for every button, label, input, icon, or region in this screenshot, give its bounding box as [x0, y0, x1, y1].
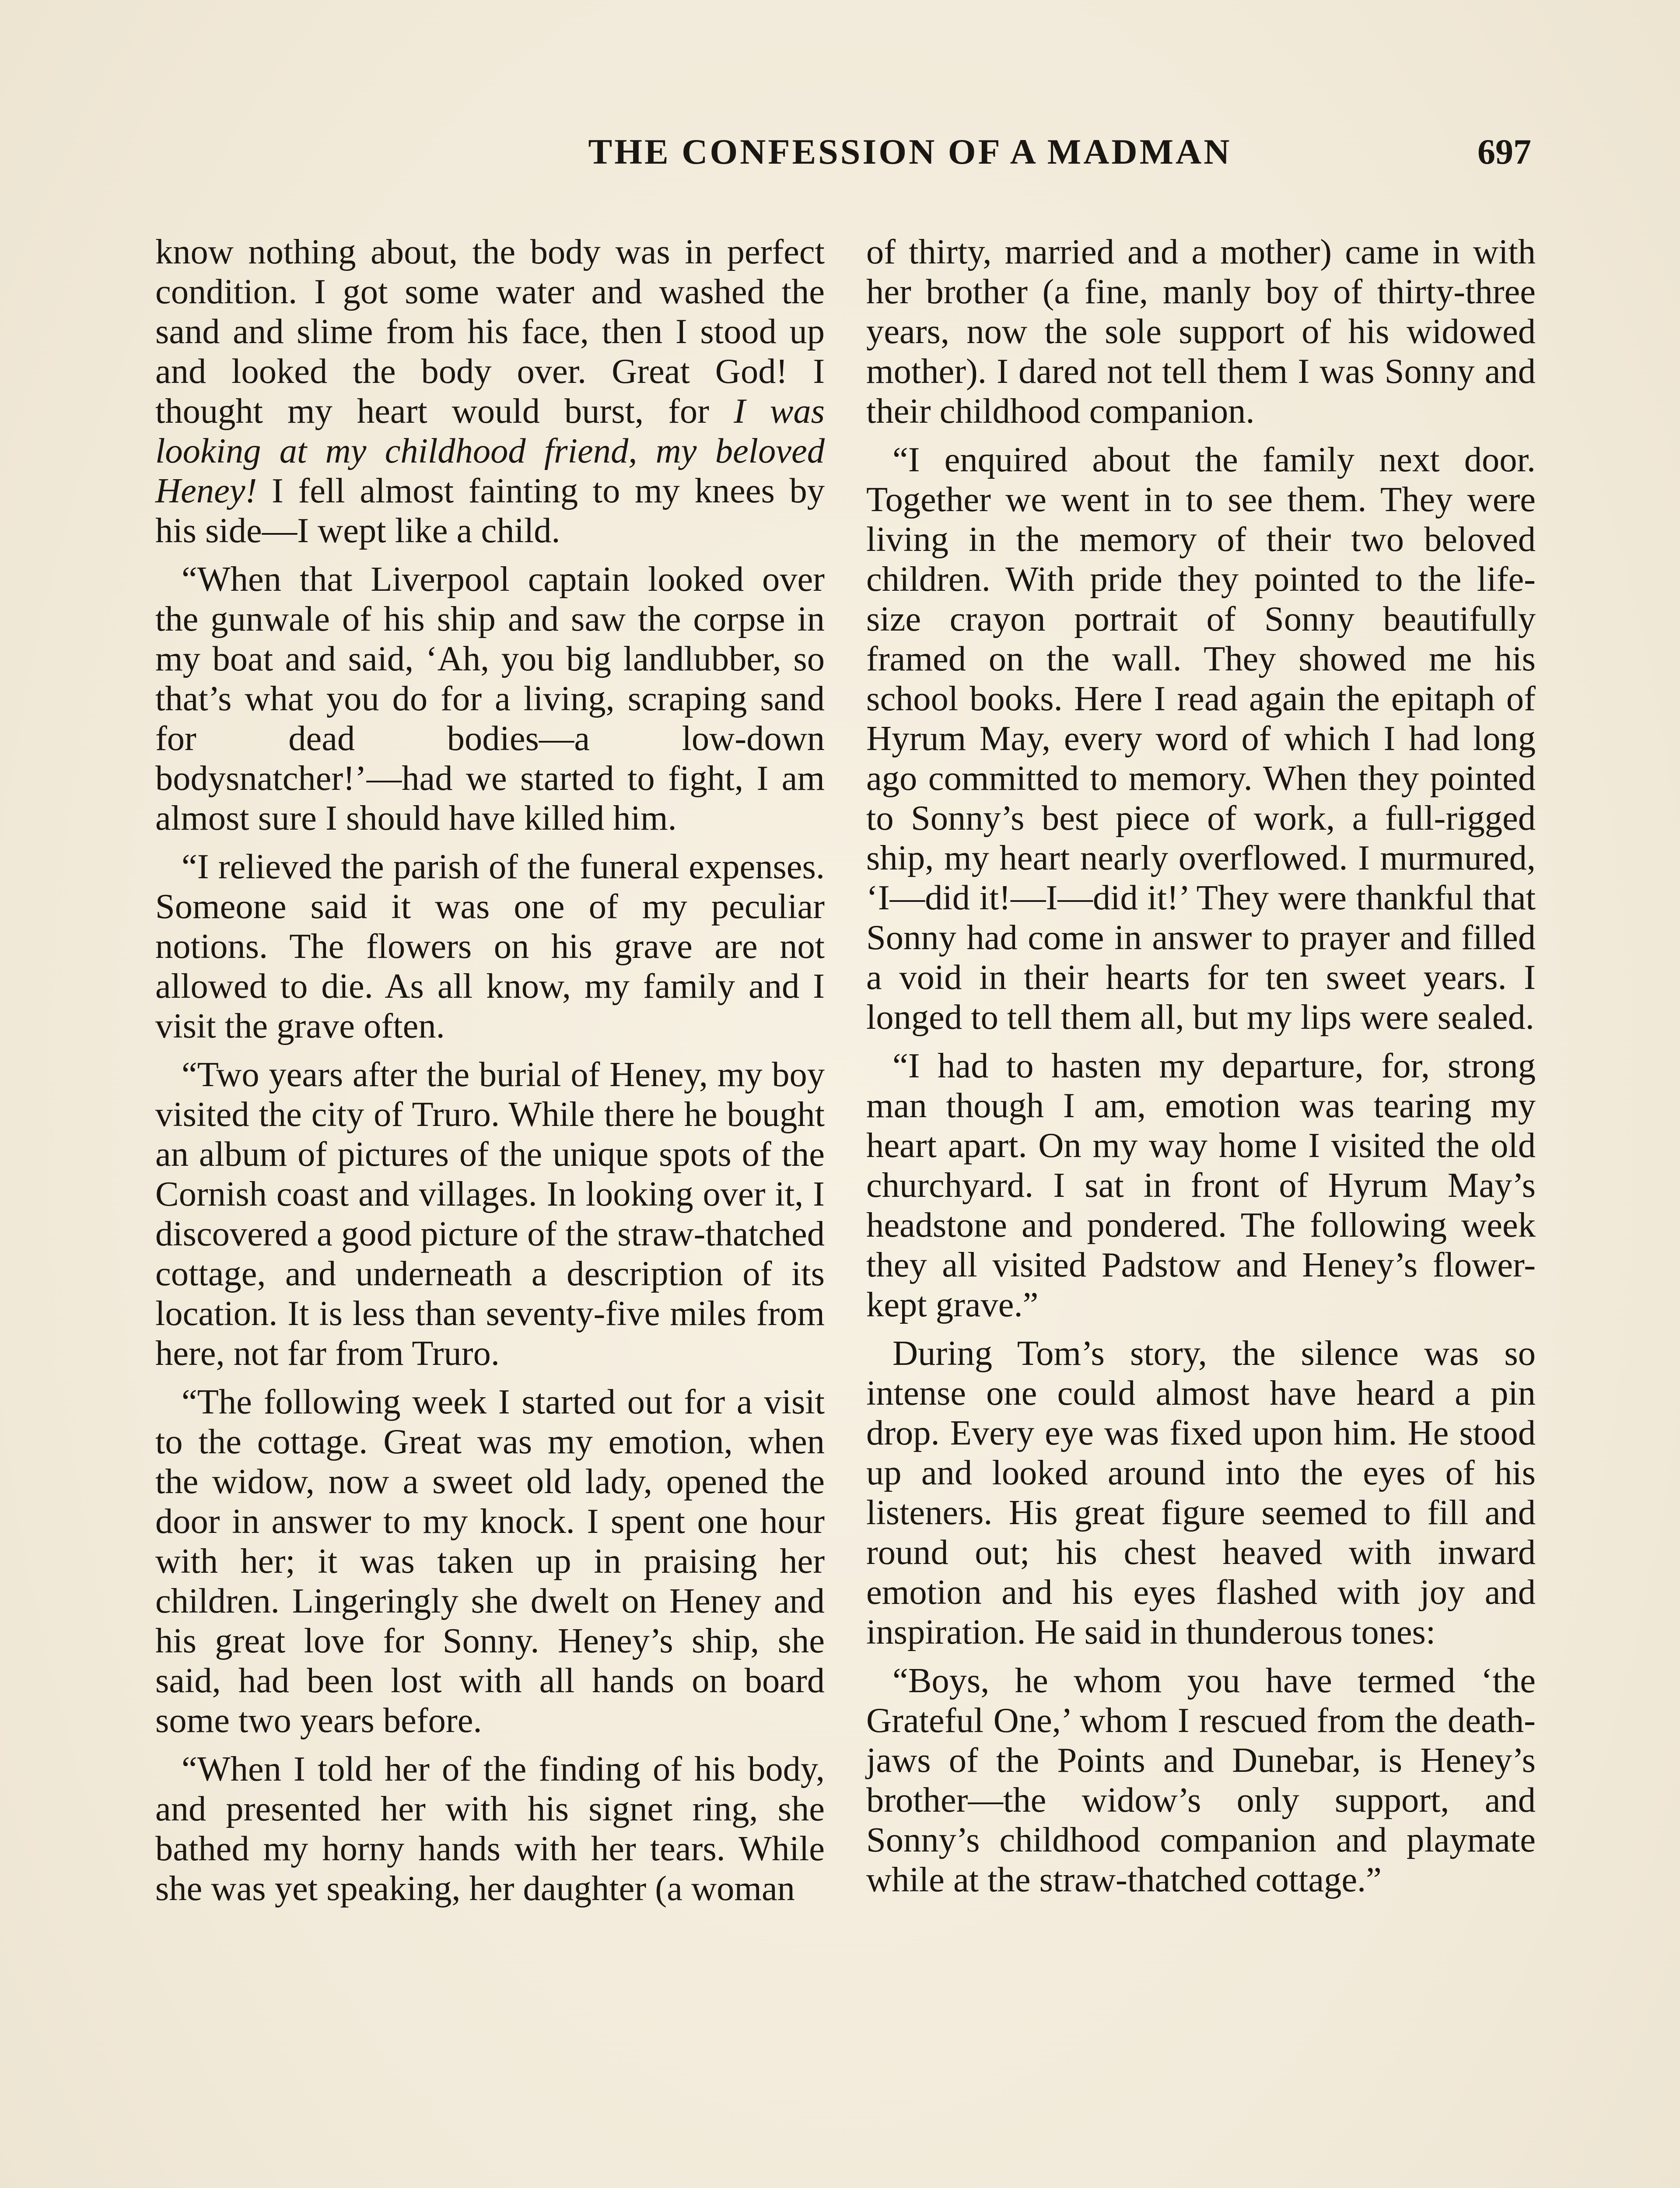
paragraph: “I enquired about the family next door. Together we went in to see them. They were living in the memory of their two beloved children. With pride they pointed to the life-size crayon portrait of Sonny beautifully framed on the wall. They showed me his school books. Here I read again the epitaph of Hyrum May, every word of which I had long ago committed to memory. When they pointed to Sonny’s best piece of work, a full-rigged ship, my heart nearly overflowed. I murmured, ‘I—did it!—I—did it!’ They were thankful that Sonny had come in answer to prayer and filled a void in their hearts for ten sweet years. I longed to tell them all, but my lips were sealed.	[866, 440, 1536, 1037]
page-header	[158, 131, 1531, 184]
paragraph: “Two years after the burial of Heney, my boy visited the city of Truro. While there he bought an album of pictures of the unique spots of the Cornish coast and villages. In looking over it, I discovered a good picture of the straw-thatched cottage, and underneath a description of its location. It is less than seventy-five miles from here, not far from Truro.	[155, 1055, 825, 1373]
paragraph: “Boys, he whom you have termed ‘the Grateful One,’ whom I rescued from the death-jaws of the Points and Dunebar, is Heney’s brother—the widow’s only support, and Sonny’s childhood companion and playmate while at the straw-thatched cottage.”	[866, 1661, 1536, 1899]
left-text-column	[155, 232, 825, 1917]
paragraph: “I relieved the parish of the funeral expenses. Someone said it was one of my peculiar notions. The flowers on his grave are not allowed to die. As all know, my family and I visit the grave often.	[155, 847, 825, 1045]
running-title: THE CONFESSION OF A MADMAN	[588, 132, 1232, 172]
paragraph: of thirty, married and a mother) came in with her brother (a fine, manly boy of thirty-three years, now the sole support of his widowed mother). I dared not tell them I was Sonny and their childhood companion.	[866, 232, 1536, 431]
paragraph: “I had to hasten my departure, for, strong man though I am, emotion was tearing my heart apart. On my way home I visited the old churchyard. I sat in front of Hyrum May’s headstone and pondered. The following week they all visited Padstow and Heney’s flower-kept grave.”	[866, 1046, 1536, 1324]
page-number: 697	[1477, 132, 1531, 172]
paragraph	[155, 232, 825, 551]
right-text-column	[866, 232, 1536, 1908]
paragraph-text: know nothing about, the body was in perfect condition. I got some water and washed the sand and slime from his face, then I stood up and looked the body over. Great God! I thought my heart would burst, for	[155, 232, 825, 431]
italic-text: I was looking at my childhood friend, my beloved Heney!	[155, 392, 825, 510]
paragraph-text: I fell almost fainting to my knees by his side—I wept like a child.	[155, 471, 825, 550]
paragraph: During Tom’s story, the silence was so intense one could almost have heard a pin drop. Every eye was fixed upon him. He stood up and looked around into the eyes of his listeners. His great figure seemed to fill and round out; his chest heaved with inward emotion and his eyes flashed with joy and inspiration. He said in thunderous tones:	[866, 1334, 1536, 1652]
paragraph: “When I told her of the finding of his body, and presented her with his signet ring, she bathed my horny hands with her tears. While she was yet speaking, her daughter (a woman	[155, 1750, 825, 1908]
paragraph: “When that Liverpool captain looked over the gunwale of his ship and saw the corpse in my boat and said, ‘Ah, you big landlubber, so that’s what you do for a living, scraping sand for dead bodies—a low-down bodysnatcher!’—had we started to fight, I am almost sure I should have killed him.	[155, 560, 825, 838]
paragraph: “The following week I started out for a visit to the cottage. Great was my emotion, when the widow, now a sweet old lady, opened the door in answer to my knock. I spent one hour with her; it was taken up in praising her children. Lingeringly she dwelt on Heney and his great love for Sonny. Heney’s ship, she said, had been lost with all hands on board some two years before.	[155, 1382, 825, 1740]
